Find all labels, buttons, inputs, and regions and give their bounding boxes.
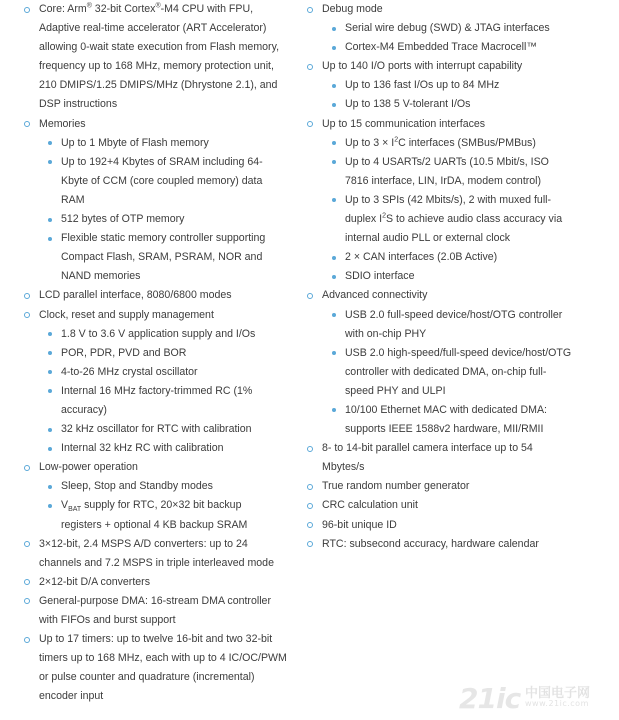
- bullet-dot-icon: [48, 332, 52, 336]
- bullet-icon: [307, 503, 313, 509]
- list-subitem: USB 2.0 high-speed/full-speed device/host/OTG controller with dedicated DMA, on-chip full- speed PHY and ULPI: [300, 344, 616, 401]
- list-item: CRC calculation unit: [300, 496, 616, 515]
- list-subitem: 4-to-26 MHz crystal oscillator: [0, 363, 292, 382]
- list-subitem: Cortex-M4 Embedded Trace Macrocell™: [300, 38, 616, 57]
- bullet-icon: [307, 121, 313, 127]
- list-subitem: POR, PDR, PVD and BOR: [0, 344, 292, 363]
- bullet-icon: [307, 293, 313, 299]
- bullet-dot-icon: [48, 351, 52, 355]
- bullet-icon: [307, 7, 313, 13]
- bullet-dot-icon: [48, 485, 52, 489]
- list-item: Up to 15 communication interfaces: [300, 115, 616, 134]
- list-subitem: Up to 1 Mbyte of Flash memory: [0, 134, 292, 153]
- bullet-dot-icon: [48, 370, 52, 374]
- list-subitem: Up to 192+4 Kbytes of SRAM including 64- Kbyte of CCM (core coupled memory) data RAM: [0, 153, 292, 210]
- list-subitem: Up to $3 \times I^2C$ interfaces (SMBus/PMBus): [300, 134, 616, 153]
- bullet-dot-icon: [332, 408, 336, 412]
- list-subitem: Serial wire debug (SWD) & JTAG interfaces: [300, 19, 616, 38]
- list-item: RTC: subsecond accuracy, hardware calendar: [300, 535, 616, 554]
- watermark-logo: [455, 672, 613, 716]
- bullet-dot-icon: [332, 313, 336, 317]
- bullet-icon: [24, 579, 30, 585]
- bullet-icon: [24, 598, 30, 604]
- list-item: True random number generator: [300, 477, 616, 496]
- right-column: [300, 0, 616, 554]
- bullet-icon: [307, 446, 313, 452]
- bullet-icon: [24, 121, 30, 127]
- watermark-cn: 中国电子网: [525, 686, 591, 701]
- list-item: 2×12-bit D/A converters: [0, 573, 292, 592]
- bullet-icon: [24, 541, 30, 547]
- bullet-dot-icon: [332, 198, 336, 202]
- bullet-dot-icon: [48, 237, 52, 241]
- bullet-dot-icon: [48, 447, 52, 451]
- left-column: [0, 0, 292, 706]
- list-subitem: Up to 4 USARTs/2 UARTs (10.5 Mbit/s, ISO 7816 interface, LIN, IrDA, modem control): [300, 153, 616, 191]
- list-item: Up to 140 I/O ports with interrupt capability: [300, 57, 616, 76]
- list-item: Clock, reset and supply management: [0, 306, 292, 325]
- watermark-url: www.21ic.com: [525, 699, 589, 708]
- list-subitem: USB 2.0 full-speed device/host/OTG controller with on-chip PHY: [300, 306, 616, 344]
- bullet-icon: [307, 541, 313, 547]
- list-subitem: 10/100 Ethernet MAC with dedicated DMA: supports IEEE 1588v2 hardware, MII/RMII: [300, 401, 616, 439]
- list-item: 96-bit unique ID: [300, 516, 616, 535]
- bullet-icon: [307, 484, 313, 490]
- bullet-dot-icon: [332, 27, 336, 31]
- list-item: Debug mode: [300, 0, 616, 19]
- list-item: Up to 17 timers: up to twelve 16-bit and two 32-bit timers up to 168 MHz, each with up to 4 IC/OC/PWM or pulse counter and quadrature (incremental) encoder input: [0, 630, 292, 706]
- bullet-icon: [24, 293, 30, 299]
- bullet-dot-icon: [48, 218, 52, 222]
- bullet-icon: [24, 637, 30, 643]
- list-item: General-purpose DMA: 16-stream DMA controller with FIFOs and burst support: [0, 592, 292, 630]
- bullet-dot-icon: [332, 160, 336, 164]
- bullet-dot-icon: [48, 141, 52, 145]
- list-subitem: 512 bytes of OTP memory: [0, 210, 292, 229]
- bullet-dot-icon: [332, 103, 336, 107]
- list-subitem: 32 kHz oscillator for RTC with calibration: [0, 420, 292, 439]
- bullet-dot-icon: [48, 389, 52, 393]
- list-item: 3×12-bit, 2.4 MSPS A/D converters: up to 24 channels and 7.2 MSPS in triple interleaved mode: [0, 535, 292, 573]
- bullet-icon: [24, 465, 30, 471]
- bullet-dot-icon: [332, 141, 336, 145]
- list-subitem: 1.8 V to 3.6 V application supply and I/Os: [0, 325, 292, 344]
- list-subitem: Flexible static memory controller supporting Compact Flash, SRAM, PSRAM, NOR and NAND memories: [0, 229, 292, 286]
- bullet-icon: [307, 522, 313, 528]
- list-item: Low-power operation: [0, 458, 292, 477]
- bullet-dot-icon: [48, 160, 52, 164]
- list-subitem: Sleep, Stop and Standby modes: [0, 477, 292, 496]
- list-item: LCD parallel interface, 8080/6800 modes: [0, 286, 292, 305]
- bullet-icon: [24, 7, 30, 13]
- list-subitem: 2 × CAN interfaces (2.0B Active): [300, 248, 616, 267]
- bullet-dot-icon: [332, 256, 336, 260]
- list-subitem: Up to 136 fast I/Os up to 84 MHz: [300, 76, 616, 95]
- bullet-icon: [24, 312, 30, 318]
- bullet-dot-icon: [332, 46, 336, 50]
- bullet-icon: [307, 64, 313, 70]
- bullet-dot-icon: [332, 351, 336, 355]
- bullet-dot-icon: [48, 428, 52, 432]
- list-item: Memories: [0, 115, 292, 134]
- watermark-domain: 21ic: [459, 682, 521, 715]
- list-item: Core: Arm® 32-bit Cortex®-M4 CPU with FPU, Adaptive real-time accelerator (ART Accelerator) allowing 0-wait state execution from Flash memory, frequency up to 168 MHz, memory protection unit, 210 DMIPS/1.25 DMIPS/MHz (Dhrystone 2.1), and DSP instructions: [0, 0, 292, 115]
- list-subitem: Up to 3 SPIs (42 Mbits/s), 2 with muxed full- duplex $I^2S$ to achieve audio class accuracy via internal audio PLL or external clock: [300, 191, 616, 248]
- list-subitem: Internal 16 MHz factory-trimmed RC (1% accuracy): [0, 382, 292, 420]
- bullet-dot-icon: [332, 275, 336, 279]
- list-subitem: Up to 138 5 V-tolerant I/Os: [300, 95, 616, 114]
- list-subitem: Internal 32 kHz RC with calibration: [0, 439, 292, 458]
- list-item: Advanced connectivity: [300, 286, 616, 305]
- bullet-dot-icon: [48, 504, 52, 508]
- list-subitem: SDIO interface: [300, 267, 616, 286]
- bullet-dot-icon: [332, 84, 336, 88]
- list-subitem: $V_{BAT}$ supply for RTC, 20×32 bit backup registers + optional 4 KB backup SRAM: [0, 496, 292, 534]
- list-item: 8- to 14-bit parallel camera interface up to 54 Mbytes/s: [300, 439, 616, 477]
